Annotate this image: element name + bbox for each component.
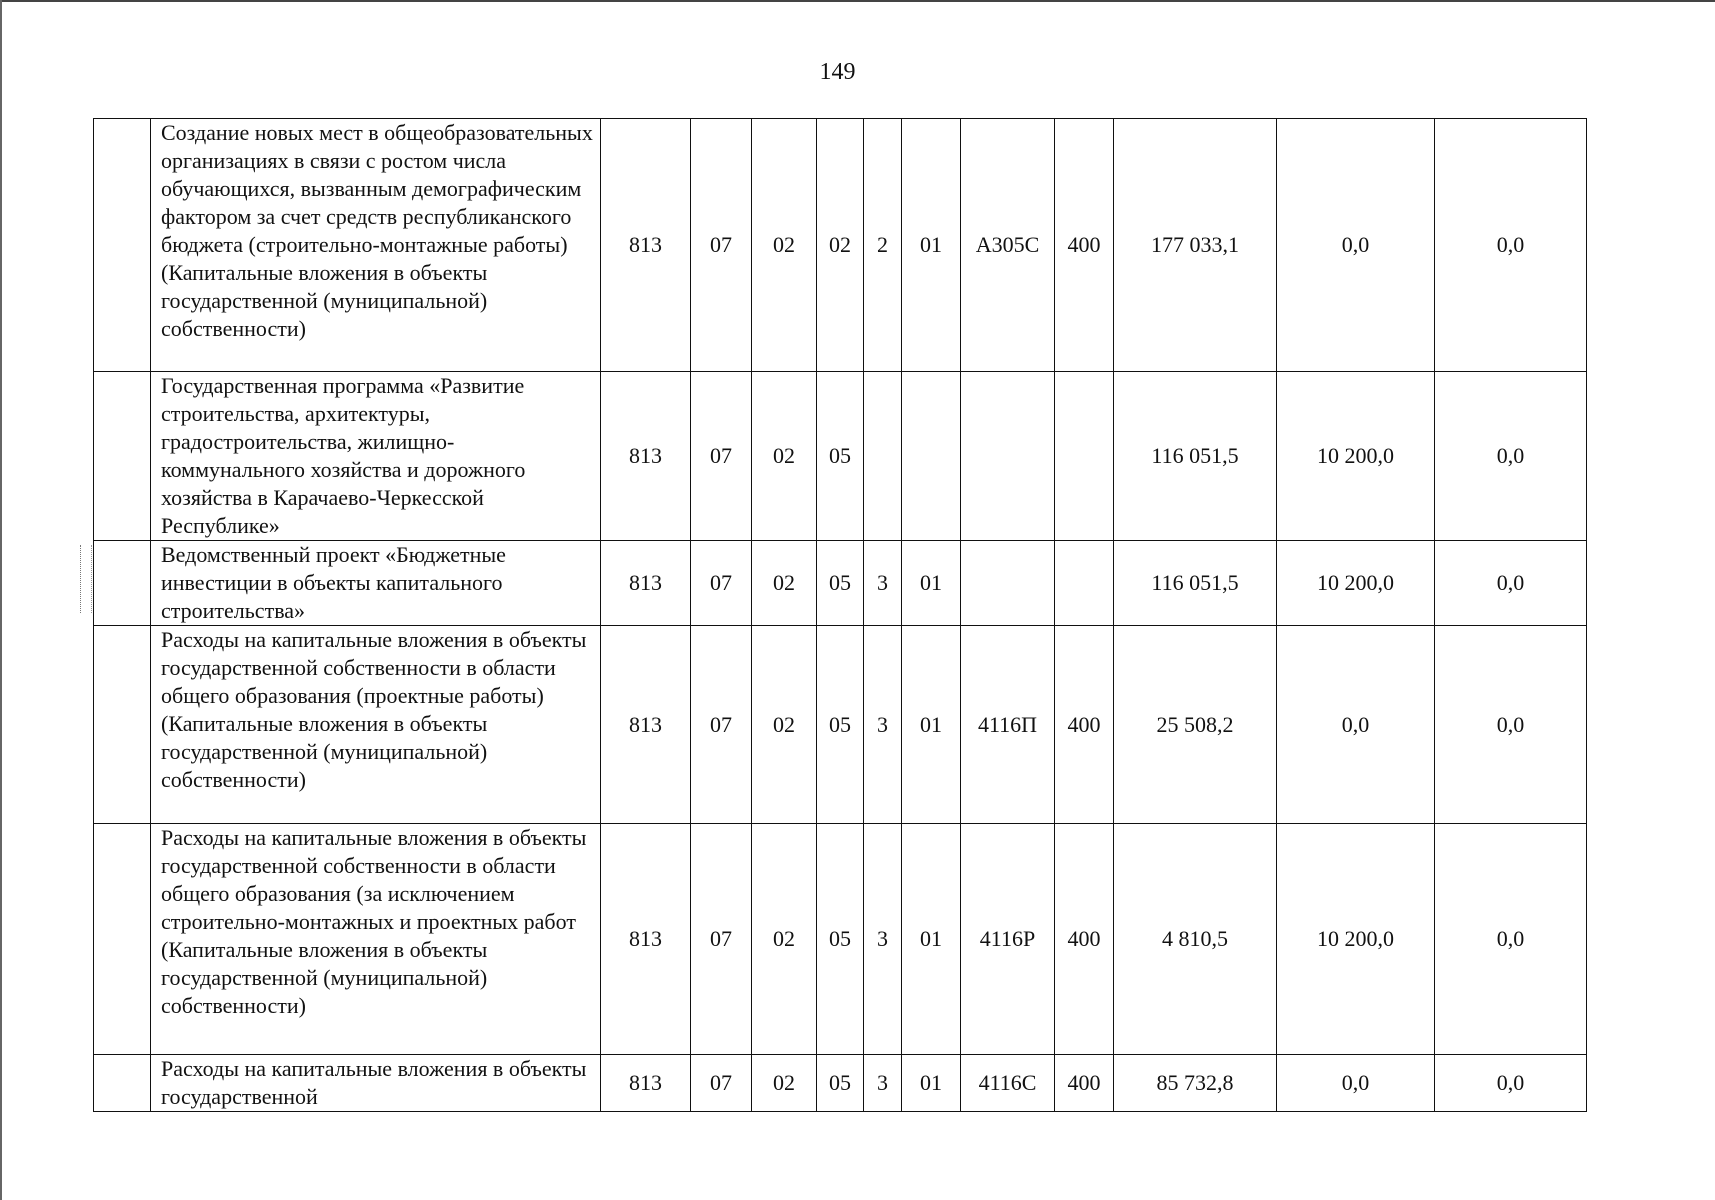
project-cell: 01 <box>902 541 961 626</box>
expense-code-cell: 4116С <box>961 1055 1055 1112</box>
amount-year2-cell: 0,0 <box>1277 626 1435 824</box>
expense-type-cell: 400 <box>1055 119 1114 372</box>
ministry-code-cell: 813 <box>601 824 691 1055</box>
description-cell: Государственная программа «Развитие строительства, архитектуры, градостроительства, жилищно-коммунального хозяйства и дорожного хозяйства в Карачаево-Черкесской Республике» <box>151 372 601 541</box>
amount-year3-cell: 0,0 <box>1435 626 1587 824</box>
description-cell: Расходы на капитальные вложения в объекты государственной <box>151 1055 601 1112</box>
section-cell: 07 <box>691 541 752 626</box>
subsection-cell: 02 <box>752 626 817 824</box>
table-row <box>94 372 1587 541</box>
page-number: 149 <box>819 59 856 85</box>
subprogram-cell: 3 <box>864 1055 902 1112</box>
expense-type-cell: 400 <box>1055 626 1114 824</box>
subprogram-cell <box>864 372 902 541</box>
amount-year3-cell: 0,0 <box>1435 1055 1587 1112</box>
table-row <box>94 1055 1587 1112</box>
amount-year1-cell: 4 810,5 <box>1114 824 1277 1055</box>
section-cell: 07 <box>691 119 752 372</box>
subprogram-cell: 3 <box>864 626 902 824</box>
amount-year1-cell: 116 051,5 <box>1114 541 1277 626</box>
program-cell: 05 <box>817 1055 864 1112</box>
description-cell: Расходы на капитальные вложения в объекты государственной собственности в области общего образования (за исключением строительно-монтажных и проектных работ (Капитальные вложения в объекты государственной (муниципальной) собственности) <box>151 824 601 1055</box>
section-cell: 07 <box>691 626 752 824</box>
ministry-code-cell: 813 <box>601 626 691 824</box>
description-cell: Создание новых мест в общеобразовательных организациях в связи с ростом числа обучающихся, вызванным демографическим фактором за счет средств республиканского бюджета (строительно-монтажные работы) (Капитальные вложения в объекты государственной (муниципальной) собственности) <box>151 119 601 372</box>
amount-year1-cell: 177 033,1 <box>1114 119 1277 372</box>
subsection-cell: 02 <box>752 1055 817 1112</box>
project-cell: 01 <box>902 824 961 1055</box>
subprogram-cell: 3 <box>864 541 902 626</box>
margin-stamp-mark <box>80 545 92 613</box>
table-row <box>94 541 1587 626</box>
project-cell: 01 <box>902 1055 961 1112</box>
ministry-code-cell: 813 <box>601 541 691 626</box>
amount-year3-cell: 0,0 <box>1435 541 1587 626</box>
amount-year3-cell: 0,0 <box>1435 824 1587 1055</box>
row-number-cell <box>94 1055 151 1112</box>
project-cell <box>902 372 961 541</box>
expense-code-cell <box>961 541 1055 626</box>
row-number-cell <box>94 541 151 626</box>
table-body <box>94 119 1587 1112</box>
subprogram-cell: 2 <box>864 119 902 372</box>
subsection-cell: 02 <box>752 824 817 1055</box>
program-cell: 05 <box>817 372 864 541</box>
expense-code-cell: 4116Р <box>961 824 1055 1055</box>
amount-year3-cell: 0,0 <box>1435 372 1587 541</box>
section-cell: 07 <box>691 1055 752 1112</box>
subprogram-cell: 3 <box>864 824 902 1055</box>
amount-year1-cell: 85 732,8 <box>1114 1055 1277 1112</box>
expense-code-cell: 4116П <box>961 626 1055 824</box>
row-number-cell <box>94 824 151 1055</box>
ministry-code-cell: 813 <box>601 1055 691 1112</box>
amount-year3-cell: 0,0 <box>1435 119 1587 372</box>
description-cell: Ведомственный проект «Бюджетные инвестиции в объекты капитального строительства» <box>151 541 601 626</box>
ministry-code-cell: 813 <box>601 372 691 541</box>
table-row <box>94 119 1587 372</box>
amount-year2-cell: 0,0 <box>1277 119 1435 372</box>
project-cell: 01 <box>902 119 961 372</box>
amount-year2-cell: 0,0 <box>1277 1055 1435 1112</box>
expense-code-cell: А305С <box>961 119 1055 372</box>
amount-year2-cell: 10 200,0 <box>1277 541 1435 626</box>
section-cell: 07 <box>691 372 752 541</box>
project-cell: 01 <box>902 626 961 824</box>
section-cell: 07 <box>691 824 752 1055</box>
amount-year1-cell: 25 508,2 <box>1114 626 1277 824</box>
amount-year2-cell: 10 200,0 <box>1277 372 1435 541</box>
program-cell: 02 <box>817 119 864 372</box>
subsection-cell: 02 <box>752 541 817 626</box>
subsection-cell: 02 <box>752 372 817 541</box>
row-number-cell <box>94 372 151 541</box>
budget-table <box>93 118 1587 1112</box>
description-cell: Расходы на капитальные вложения в объекты государственной собственности в области общего образования (проектные работы) (Капитальные вложения в объекты государственной (муниципальной) собственности) <box>151 626 601 824</box>
program-cell: 05 <box>817 626 864 824</box>
amount-year2-cell: 10 200,0 <box>1277 824 1435 1055</box>
expense-type-cell <box>1055 541 1114 626</box>
row-number-cell <box>94 626 151 824</box>
expense-type-cell <box>1055 372 1114 541</box>
table-row <box>94 824 1587 1055</box>
row-number-cell <box>94 119 151 372</box>
page-edge-left <box>0 0 2 1200</box>
page-edge-top <box>0 0 1715 2</box>
program-cell: 05 <box>817 824 864 1055</box>
table-row <box>94 626 1587 824</box>
expense-code-cell <box>961 372 1055 541</box>
subsection-cell: 02 <box>752 119 817 372</box>
expense-type-cell: 400 <box>1055 824 1114 1055</box>
program-cell: 05 <box>817 541 864 626</box>
amount-year1-cell: 116 051,5 <box>1114 372 1277 541</box>
expense-type-cell: 400 <box>1055 1055 1114 1112</box>
ministry-code-cell: 813 <box>601 119 691 372</box>
